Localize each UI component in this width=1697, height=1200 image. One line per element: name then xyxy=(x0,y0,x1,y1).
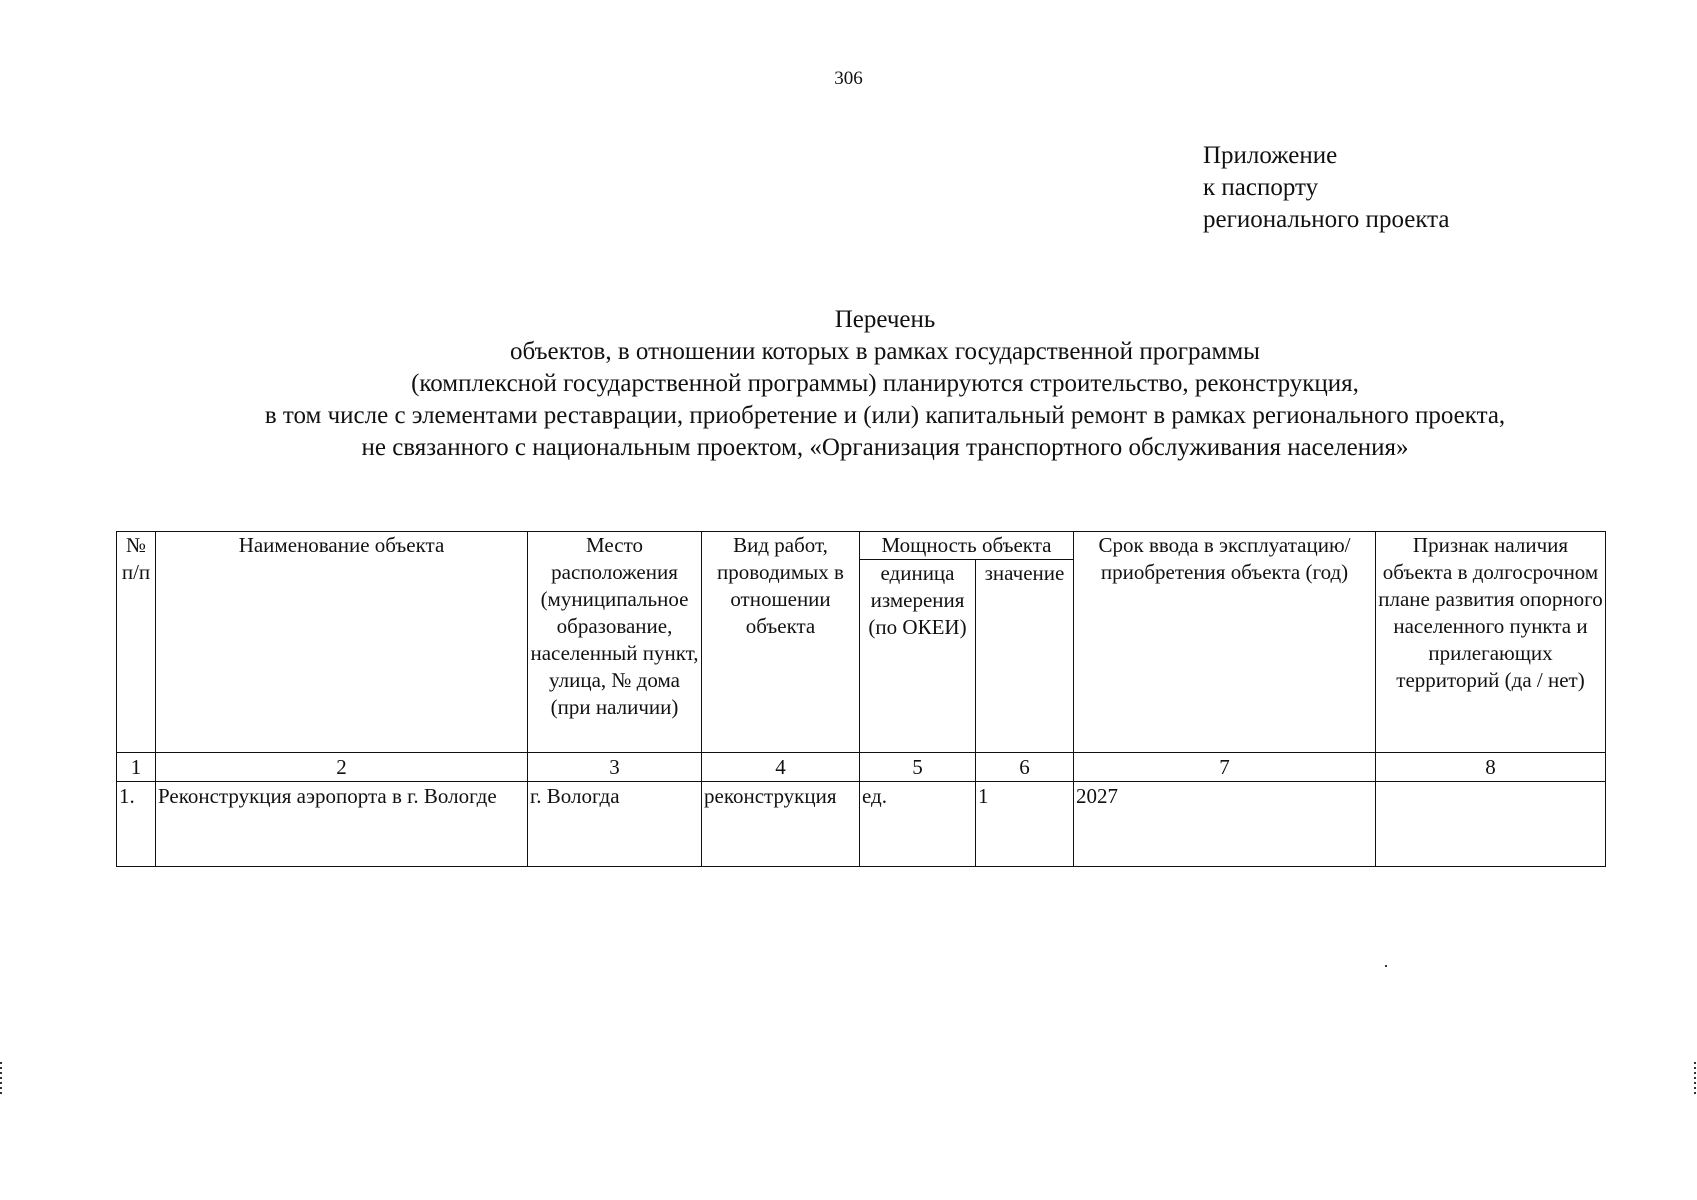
column-number: 1 xyxy=(117,753,156,782)
scan-speck xyxy=(1385,965,1387,967)
header-year: Срок ввода в эксплуатацию/приобретения объекта (год) xyxy=(1074,532,1376,753)
header-location: Место расположения (муниципальное образование, населенный пункт, улица, № дома (при наличии) xyxy=(528,532,702,753)
scan-edge-mark-right xyxy=(1694,1062,1696,1094)
cell-value: 1 xyxy=(976,782,1074,867)
appendix-line-3: регионального проекта xyxy=(1203,206,1450,233)
column-number: 6 xyxy=(976,753,1074,782)
title-heading: Перечень xyxy=(834,306,936,333)
header-capacity: Мощность объекта xyxy=(860,532,1074,560)
title-line-2: (комплексной государственной программы) планируются строительство, реконструкция, xyxy=(411,370,1359,397)
title-line-3: в том числе с элементами реставрации, приобретение и (или) капитальный ремонт в рамках регионального проекта, xyxy=(264,402,1506,429)
scan-edge-mark-left xyxy=(0,1062,2,1094)
cell-long-term-plan xyxy=(1376,782,1606,867)
header-value: значение xyxy=(976,560,1074,753)
document-title xyxy=(0,304,1697,464)
column-number: 3 xyxy=(528,753,702,782)
column-number: 8 xyxy=(1376,753,1606,782)
appendix-note xyxy=(1203,140,1449,236)
cell-location: г. Вологда xyxy=(528,782,702,867)
header-long-term-plan: Признак наличия объекта в долгосрочном плане развития опорного населенного пункта и прилегающих территорий (да / нет) xyxy=(1376,532,1606,753)
column-number: 5 xyxy=(860,753,976,782)
objects-table xyxy=(116,531,1606,867)
column-number: 7 xyxy=(1074,753,1376,782)
title-line-1: объектов, в отношении которых в рамках государственной программы xyxy=(510,338,1260,365)
header-name: Наименование объекта xyxy=(156,532,528,753)
column-number: 4 xyxy=(702,753,860,782)
cell-year: 2027 xyxy=(1074,782,1376,867)
cell-name: Реконструкция аэропорта в г. Вологде xyxy=(156,782,528,867)
column-number: 2 xyxy=(156,753,528,782)
cell-work-type: реконструкция xyxy=(702,782,860,867)
appendix-line-1: Приложение xyxy=(1203,142,1338,169)
page-number: 306 xyxy=(834,68,863,89)
header-row-1 xyxy=(117,532,1606,560)
appendix-line-2: к паспорту xyxy=(1203,174,1319,201)
title-line-4: не связанного с национальным проектом, «Организация транспортного обслуживания населения» xyxy=(361,434,1409,461)
column-numbers-row xyxy=(117,753,1606,782)
header-num: № п/п xyxy=(117,532,156,753)
header-unit: единица измерения (по ОКЕИ) xyxy=(860,560,976,753)
header-work-type: Вид работ, проводимых в отношении объекта xyxy=(702,532,860,753)
table-row xyxy=(117,782,1606,867)
cell-unit: ед. xyxy=(860,782,976,867)
cell-num: 1. xyxy=(117,782,156,867)
